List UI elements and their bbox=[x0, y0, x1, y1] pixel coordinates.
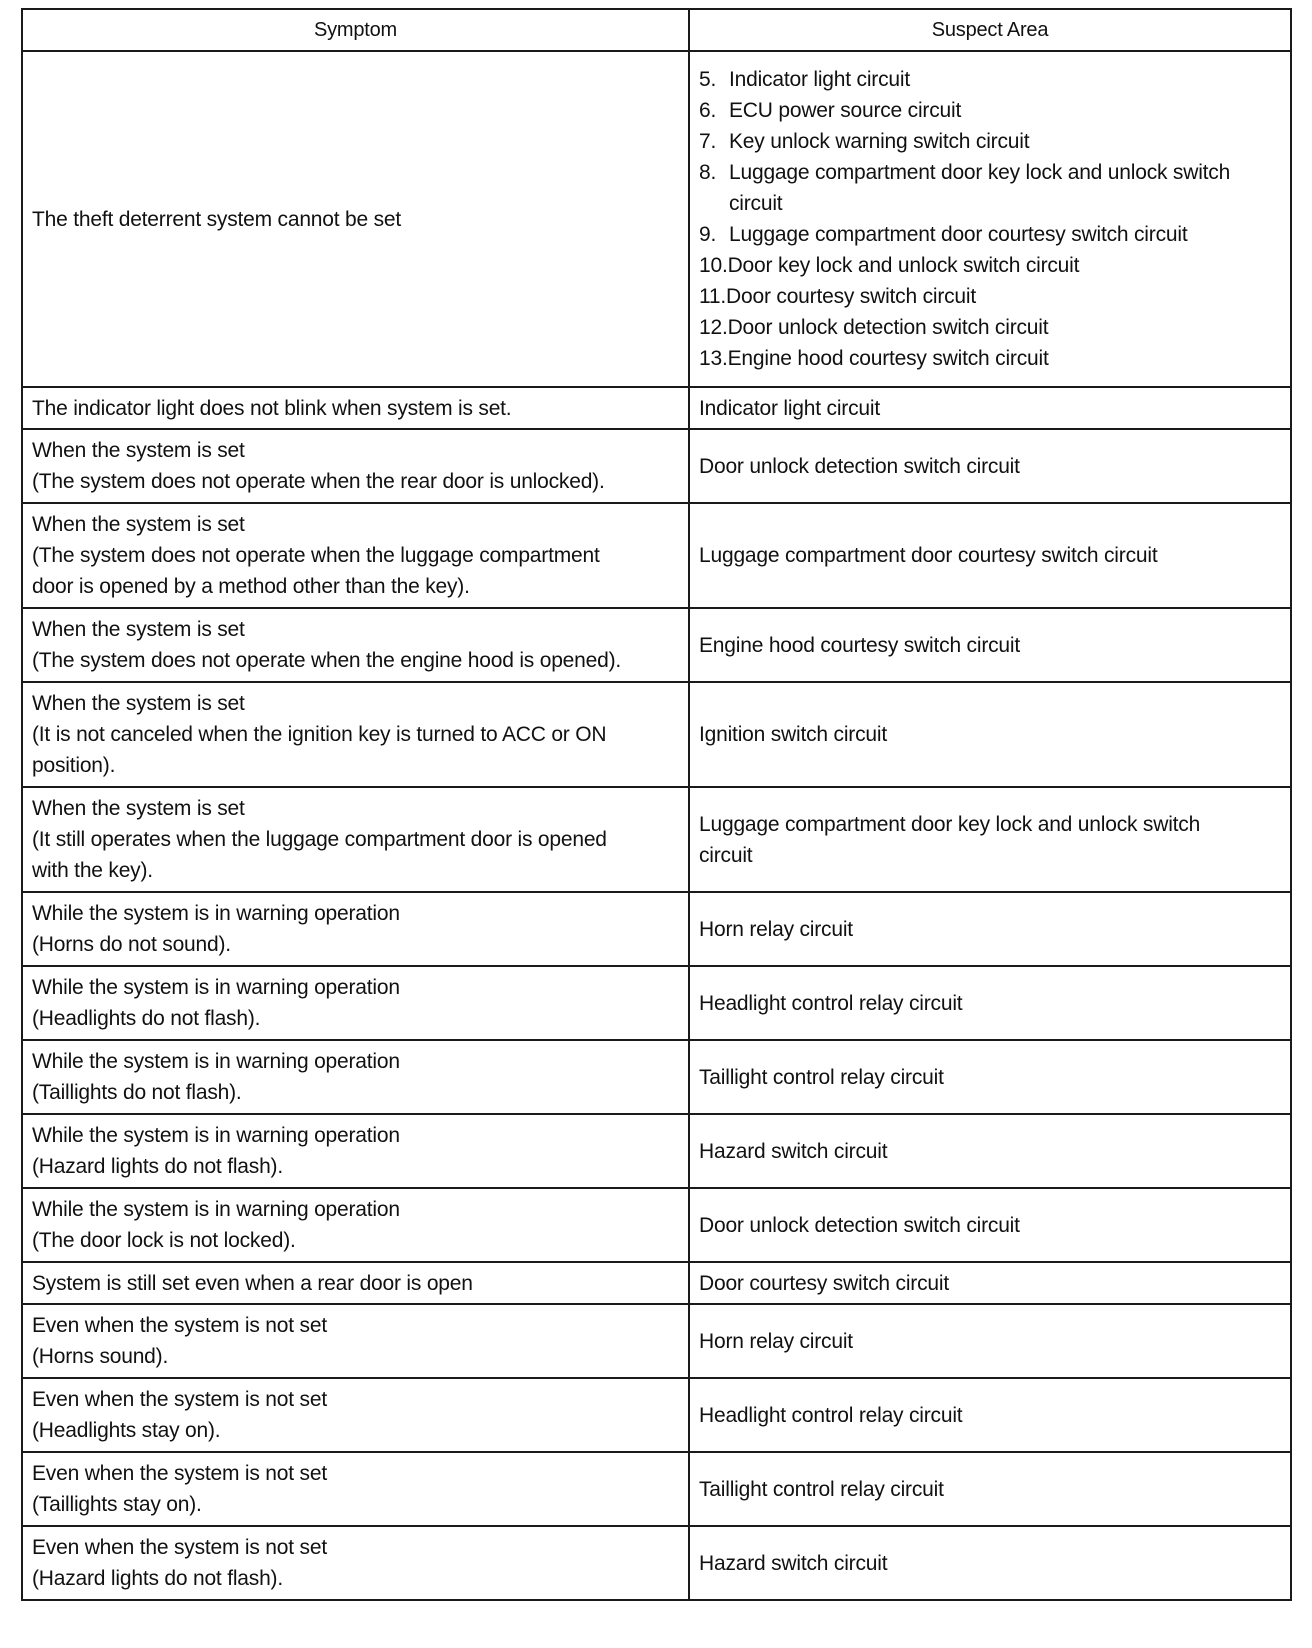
symptom-cell-line: (Hazard lights do not flash). bbox=[32, 1567, 283, 1590]
suspect-area-list-item bbox=[699, 250, 1281, 281]
suspect-area-cell bbox=[689, 1040, 1291, 1114]
table-row bbox=[22, 892, 1291, 966]
symptom-cell bbox=[22, 1114, 689, 1188]
symptom-cell bbox=[22, 1040, 689, 1114]
table-header-row bbox=[22, 9, 1291, 51]
list-item-text: Door courtesy switch circuit bbox=[726, 285, 977, 308]
suspect-area-cell-line: Hazard switch circuit bbox=[699, 1551, 888, 1575]
list-item-text: Door key lock and unlock switch circuit bbox=[727, 254, 1080, 277]
symptom-cell-line: Even when the system is not set bbox=[32, 1314, 327, 1337]
table-row bbox=[22, 1188, 1291, 1262]
suspect-area-list-item bbox=[699, 312, 1281, 343]
list-item-text: Luggage compartment door key lock and unlock switch circuit bbox=[729, 161, 1231, 215]
list-item-text: Luggage compartment door courtesy switch circuit bbox=[729, 223, 1188, 246]
suspect-area-cell bbox=[689, 892, 1291, 966]
suspect-area-list-item bbox=[699, 64, 1281, 95]
symptom-cell bbox=[22, 429, 689, 503]
symptom-cell bbox=[22, 682, 689, 787]
symptom-cell bbox=[22, 608, 689, 682]
table-row bbox=[22, 1114, 1291, 1188]
suspect-area-list-item bbox=[699, 126, 1281, 157]
suspect-area-cell-line: Door unlock detection switch circuit bbox=[699, 1213, 1020, 1237]
suspect-area-cell-line: Luggage compartment door key lock and unlock switch bbox=[699, 812, 1201, 836]
symptom-cell-line: (Horns sound). bbox=[32, 1345, 169, 1368]
symptom-cell-line: position). bbox=[32, 754, 116, 777]
table-row bbox=[22, 387, 1291, 429]
suspect-area-cell-line: Ignition switch circuit bbox=[699, 723, 887, 746]
symptom-cell-line: While the system is in warning operation bbox=[32, 976, 400, 999]
symptom-cell-line: When the system is set bbox=[32, 618, 245, 641]
symptom-cell bbox=[22, 966, 689, 1040]
suspect-area-cell bbox=[689, 51, 1291, 387]
table-row bbox=[22, 429, 1291, 503]
symptom-cell bbox=[22, 1188, 689, 1262]
list-item-number: 11. bbox=[699, 285, 727, 308]
symptom-cell-line: Even when the system is not set bbox=[32, 1462, 327, 1485]
symptom-cell bbox=[22, 387, 689, 429]
symptom-cell-line: While the system is in warning operation bbox=[32, 1050, 400, 1073]
header-suspect-area: Suspect Area bbox=[689, 9, 1291, 51]
table-row bbox=[22, 682, 1291, 787]
table-row bbox=[22, 51, 1291, 387]
symptom-cell bbox=[22, 1452, 689, 1526]
table-row bbox=[22, 503, 1291, 608]
symptom-cell-line: System is still set even when a rear door is open bbox=[32, 1271, 473, 1295]
symptom-cell-line: (It is not canceled when the ignition key is turned to ACC or ON bbox=[32, 723, 607, 746]
table-row bbox=[22, 1526, 1291, 1600]
symptom-cell-line: (Hazard lights do not flash). bbox=[32, 1155, 283, 1178]
table-row bbox=[22, 608, 1291, 682]
suspect-area-cell bbox=[689, 1262, 1291, 1304]
symptom-cell-line: While the system is in warning operation bbox=[32, 1124, 400, 1147]
suspect-area-list-item bbox=[699, 343, 1281, 374]
symptom-cell-line: (Taillights stay on). bbox=[32, 1493, 202, 1516]
suspect-area-cell-line: Indicator light circuit bbox=[699, 396, 880, 420]
suspect-area-cell-line: Headlight control relay circuit bbox=[699, 1403, 963, 1427]
suspect-area-cell bbox=[689, 682, 1291, 787]
list-item-number: 12. bbox=[699, 316, 728, 339]
symptom-cell bbox=[22, 503, 689, 608]
list-item-text: Indicator light circuit bbox=[729, 68, 910, 91]
symptom-cell-line: Even when the system is not set bbox=[32, 1388, 327, 1411]
symptom-cell-line: The indicator light does not blink when system is set. bbox=[32, 396, 512, 420]
symptom-cell-line: When the system is set bbox=[32, 513, 245, 536]
list-item-number: 9. bbox=[699, 223, 717, 246]
symptom-cell-line: door is opened by a method other than the key). bbox=[32, 575, 470, 598]
list-item-number: 5. bbox=[699, 68, 717, 91]
list-item-number: 6. bbox=[699, 99, 717, 122]
table-row bbox=[22, 1378, 1291, 1452]
symptom-cell: The theft deterrent system cannot be set bbox=[22, 51, 689, 387]
suspect-area-list-item bbox=[699, 219, 1281, 250]
suspect-area-cell bbox=[689, 503, 1291, 608]
symptom-cell bbox=[22, 1304, 689, 1378]
table-body bbox=[22, 51, 1291, 1600]
suspect-area-cell bbox=[689, 1188, 1291, 1262]
list-item-number: 13. bbox=[699, 347, 728, 370]
symptom-cell-line: (Headlights do not flash). bbox=[32, 1007, 261, 1030]
symptom-cell-line: with the key). bbox=[32, 859, 153, 882]
symptom-cell-line: (The system does not operate when the rear door is unlocked). bbox=[32, 470, 605, 493]
symptom-cell-line: (It still operates when the luggage compartment door is opened bbox=[32, 828, 607, 851]
suspect-area-cell-line: Luggage compartment door courtesy switch circuit bbox=[699, 544, 1158, 567]
list-item-number: 10. bbox=[699, 254, 728, 277]
symptom-cell bbox=[22, 1262, 689, 1304]
suspect-area-cell-line: Taillight control relay circuit bbox=[699, 1477, 944, 1501]
list-item-number: 8. bbox=[699, 161, 717, 184]
table-row bbox=[22, 1452, 1291, 1526]
suspect-area-cell bbox=[689, 1526, 1291, 1600]
symptom-cell bbox=[22, 1378, 689, 1452]
list-item-text: Engine hood courtesy switch circuit bbox=[727, 347, 1049, 370]
suspect-area-list-item bbox=[699, 95, 1281, 126]
suspect-area-list-item bbox=[699, 157, 1281, 219]
suspect-area-cell bbox=[689, 387, 1291, 429]
suspect-area-cell-line: Hazard switch circuit bbox=[699, 1139, 888, 1163]
symptom-cell-line: While the system is in warning operation bbox=[32, 1198, 400, 1221]
suspect-area-cell-line: Door courtesy switch circuit bbox=[699, 1271, 949, 1295]
suspect-area-cell bbox=[689, 1304, 1291, 1378]
suspect-area-cell bbox=[689, 1378, 1291, 1452]
symptom-cell-line: (The system does not operate when the engine hood is opened). bbox=[32, 649, 622, 672]
suspect-area-list-item bbox=[699, 281, 1281, 312]
table-row bbox=[22, 787, 1291, 892]
list-item-text: Door unlock detection switch circuit bbox=[727, 316, 1049, 339]
suspect-area-cell-line: Headlight control relay circuit bbox=[699, 991, 963, 1015]
problem-symptoms-table bbox=[21, 8, 1292, 1601]
list-item-number: 7. bbox=[699, 130, 717, 153]
troubleshooting-document bbox=[21, 8, 1290, 1601]
suspect-area-cell bbox=[689, 966, 1291, 1040]
symptom-cell-line: When the system is set bbox=[32, 692, 245, 715]
suspect-area-cell bbox=[689, 429, 1291, 503]
symptom-cell-line: When the system is set bbox=[32, 439, 245, 462]
symptom-cell-line: (Headlights stay on). bbox=[32, 1419, 221, 1442]
symptom-cell-line: (The system does not operate when the luggage compartment bbox=[32, 544, 600, 567]
suspect-area-cell-line: circuit bbox=[699, 843, 753, 867]
header-symptom: Symptom bbox=[22, 9, 689, 51]
suspect-area-cell bbox=[689, 1114, 1291, 1188]
symptom-cell-line: (Horns do not sound). bbox=[32, 933, 231, 956]
suspect-area-cell bbox=[689, 1452, 1291, 1526]
suspect-area-cell-line: Door unlock detection switch circuit bbox=[699, 454, 1020, 478]
symptom-cell-line: Even when the system is not set bbox=[32, 1536, 327, 1559]
suspect-area-cell bbox=[689, 608, 1291, 682]
suspect-area-cell-line: Engine hood courtesy switch circuit bbox=[699, 633, 1020, 657]
suspect-area-list bbox=[699, 64, 1281, 374]
symptom-cell-line: (Taillights do not flash). bbox=[32, 1081, 242, 1104]
table-row bbox=[22, 1040, 1291, 1114]
symptom-cell bbox=[22, 1526, 689, 1600]
suspect-area-cell bbox=[689, 787, 1291, 892]
table-row bbox=[22, 1262, 1291, 1304]
suspect-area-cell-line: Horn relay circuit bbox=[699, 1329, 853, 1353]
symptom-cell bbox=[22, 892, 689, 966]
table-row bbox=[22, 966, 1291, 1040]
table-row bbox=[22, 1304, 1291, 1378]
suspect-area-cell-line: Taillight control relay circuit bbox=[699, 1065, 944, 1089]
symptom-cell-line: When the system is set bbox=[32, 797, 245, 820]
symptom-cell bbox=[22, 787, 689, 892]
suspect-area-cell-line: Horn relay circuit bbox=[699, 917, 853, 941]
symptom-cell-line: (The door lock is not locked). bbox=[32, 1229, 296, 1252]
list-item-text: Key unlock warning switch circuit bbox=[729, 130, 1030, 153]
symptom-cell-line: While the system is in warning operation bbox=[32, 902, 400, 925]
list-item-text: ECU power source circuit bbox=[729, 99, 962, 122]
